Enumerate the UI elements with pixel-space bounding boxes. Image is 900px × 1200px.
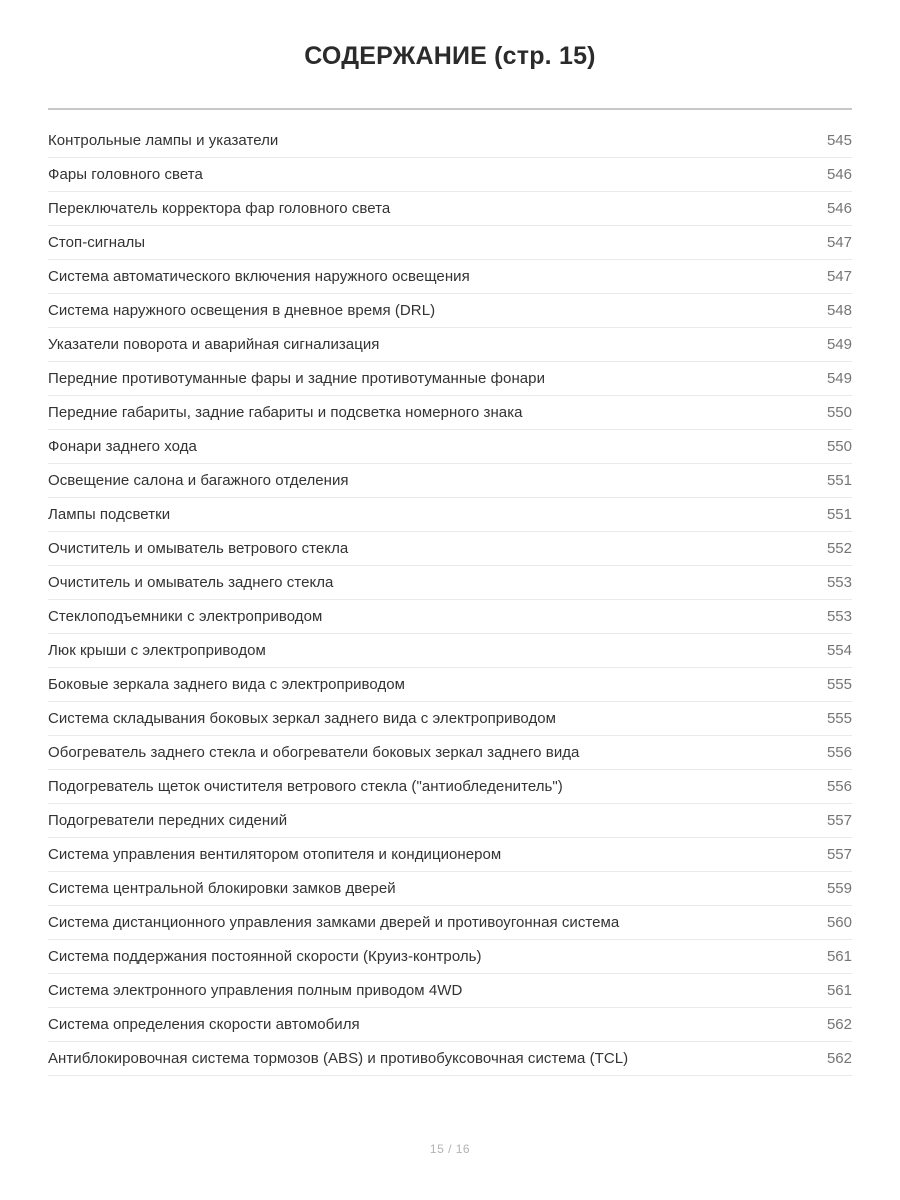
toc-entry-title: Система автоматического включения наружного освещения xyxy=(48,268,470,285)
toc-row[interactable] xyxy=(48,600,852,634)
toc-entry-page-number: 549 xyxy=(826,370,852,387)
toc-entry-page-number: 550 xyxy=(826,438,852,455)
toc-row[interactable] xyxy=(48,226,852,260)
title-divider xyxy=(48,108,852,110)
toc-row[interactable] xyxy=(48,838,852,872)
toc-entry-title: Система электронного управления полным приводом 4WD xyxy=(48,982,463,999)
toc-entry-page-number: 548 xyxy=(826,302,852,319)
toc-entry-title: Антиблокировочная система тормозов (ABS) и противобуксовочная система (TCL) xyxy=(48,1050,629,1067)
toc-entry-page-number: 553 xyxy=(826,608,852,625)
toc-row[interactable] xyxy=(48,566,852,600)
toc-entry-page-number: 547 xyxy=(826,268,852,285)
toc-row[interactable] xyxy=(48,872,852,906)
toc-entry-title: Люк крыши с электроприводом xyxy=(48,642,266,659)
toc-entry-title: Переключатель корректора фар головного света xyxy=(48,200,391,217)
toc-entry-page-number: 550 xyxy=(826,404,852,421)
toc-row[interactable] xyxy=(48,158,852,192)
toc-entry-page-number: 556 xyxy=(826,744,852,761)
toc-row[interactable] xyxy=(48,906,852,940)
page-footer: 15 / 16 xyxy=(429,1142,471,1156)
toc-entry-title: Контрольные лампы и указатели xyxy=(48,132,279,149)
toc-row[interactable] xyxy=(48,1042,852,1076)
toc-entry-page-number: 551 xyxy=(826,472,852,489)
toc-entry-title: Стоп-сигналы xyxy=(48,234,146,251)
toc-entry-title: Система складывания боковых зеркал заднего вида с электроприводом xyxy=(48,710,557,727)
toc-row[interactable] xyxy=(48,804,852,838)
toc-entry-title: Фонари заднего хода xyxy=(48,438,197,455)
toc-entry-title: Система поддержания постоянной скорости (Круиз-контроль) xyxy=(48,948,482,965)
toc-row[interactable] xyxy=(48,464,852,498)
toc-entry-page-number: 561 xyxy=(826,948,852,965)
toc-entry-page-number: 546 xyxy=(826,200,852,217)
table-of-contents xyxy=(48,124,852,1076)
toc-entry-title: Система управления вентилятором отопителя и кондиционером xyxy=(48,846,502,863)
toc-entry-title: Подогреватели передних сидений xyxy=(48,812,288,829)
toc-entry-title: Боковые зеркала заднего вида с электроприводом xyxy=(48,676,406,693)
toc-entry-page-number: 557 xyxy=(826,812,852,829)
toc-row[interactable] xyxy=(48,328,852,362)
toc-row[interactable] xyxy=(48,192,852,226)
toc-row[interactable] xyxy=(48,430,852,464)
toc-row[interactable] xyxy=(48,1008,852,1042)
toc-entry-page-number: 552 xyxy=(826,540,852,557)
toc-entry-page-number: 557 xyxy=(826,846,852,863)
toc-entry-title: Очиститель и омыватель ветрового стекла xyxy=(48,540,349,557)
toc-entry-page-number: 554 xyxy=(826,642,852,659)
toc-row[interactable] xyxy=(48,294,852,328)
toc-entry-page-number: 559 xyxy=(826,880,852,897)
toc-row[interactable] xyxy=(48,396,852,430)
toc-entry-title: Передние противотуманные фары и задние противотуманные фонари xyxy=(48,370,545,387)
toc-entry-title: Передние габариты, задние габариты и подсветка номерного знака xyxy=(48,404,523,421)
toc-entry-title: Очиститель и омыватель заднего стекла xyxy=(48,574,334,591)
toc-entry-title: Система дистанционного управления замками дверей и противоугонная система xyxy=(48,914,620,931)
toc-entry-page-number: 555 xyxy=(826,676,852,693)
toc-entry-page-number: 555 xyxy=(826,710,852,727)
toc-row[interactable] xyxy=(48,362,852,396)
toc-entry-page-number: 547 xyxy=(826,234,852,251)
toc-row[interactable] xyxy=(48,974,852,1008)
toc-entry-page-number: 562 xyxy=(826,1050,852,1067)
toc-entry-title: Система определения скорости автомобиля xyxy=(48,1016,360,1033)
toc-entry-page-number: 562 xyxy=(826,1016,852,1033)
toc-row[interactable] xyxy=(48,702,852,736)
toc-entry-page-number: 561 xyxy=(826,982,852,999)
toc-row[interactable] xyxy=(48,668,852,702)
toc-row[interactable] xyxy=(48,532,852,566)
toc-entry-title: Подогреватель щеток очистителя ветрового стекла ("антиобледенитель") xyxy=(48,778,563,795)
toc-entry-title: Обогреватель заднего стекла и обогреватели боковых зеркал заднего вида xyxy=(48,744,580,761)
toc-entry-title: Система наружного освещения в дневное время (DRL) xyxy=(48,302,436,319)
toc-entry-title: Стеклоподъемники с электроприводом xyxy=(48,608,323,625)
toc-row[interactable] xyxy=(48,124,852,158)
toc-entry-page-number: 553 xyxy=(826,574,852,591)
toc-entry-page-number: 556 xyxy=(826,778,852,795)
toc-entry-title: Освещение салона и багажного отделения xyxy=(48,472,349,489)
toc-entry-page-number: 546 xyxy=(826,166,852,183)
toc-entry-page-number: 545 xyxy=(826,132,852,149)
toc-entry-title: Указатели поворота и аварийная сигнализация xyxy=(48,336,380,353)
toc-row[interactable] xyxy=(48,736,852,770)
toc-entry-page-number: 549 xyxy=(826,336,852,353)
toc-row[interactable] xyxy=(48,940,852,974)
toc-entry-title: Лампы подсветки xyxy=(48,506,171,523)
toc-entry-page-number: 560 xyxy=(826,914,852,931)
toc-row[interactable] xyxy=(48,260,852,294)
toc-entry-page-number: 551 xyxy=(826,506,852,523)
page-title: СОДЕРЖАНИЕ (стр. 15) xyxy=(304,42,596,70)
toc-entry-title: Система центральной блокировки замков дверей xyxy=(48,880,396,897)
toc-row[interactable] xyxy=(48,770,852,804)
toc-entry-title: Фары головного света xyxy=(48,166,203,183)
toc-row[interactable] xyxy=(48,498,852,532)
toc-row[interactable] xyxy=(48,634,852,668)
